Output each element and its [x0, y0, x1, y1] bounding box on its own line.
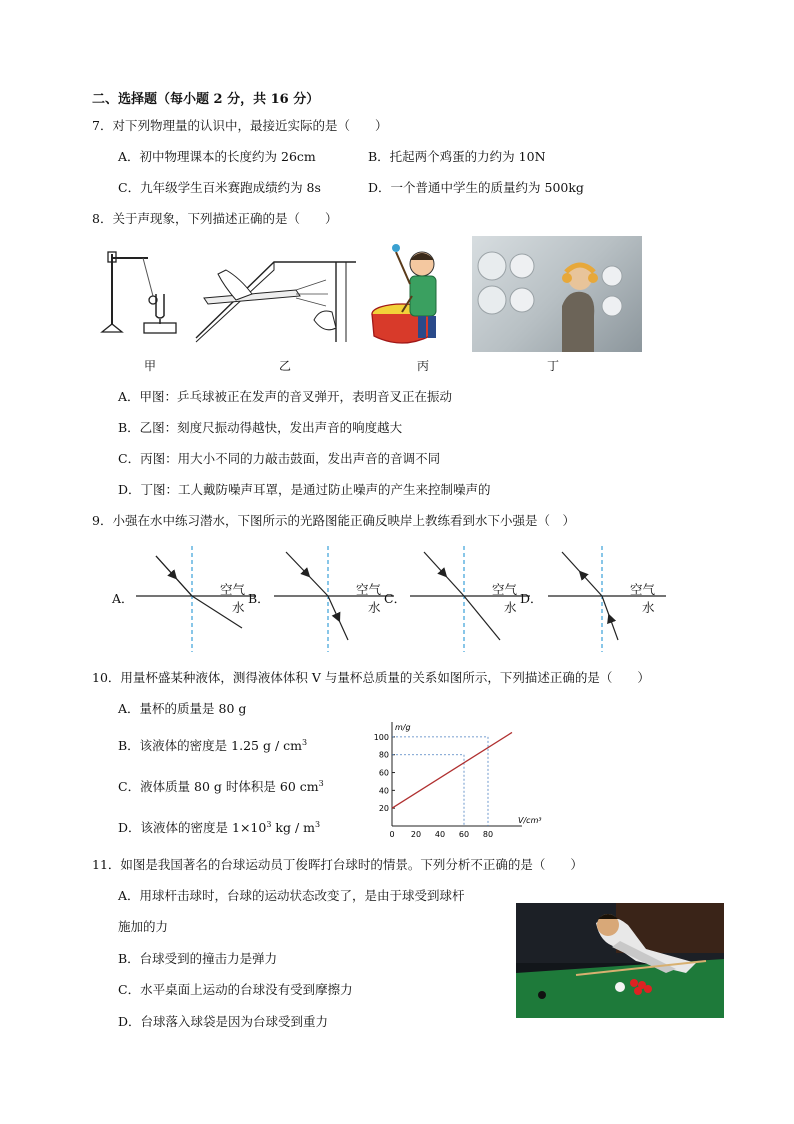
water-label-d: 水 — [642, 600, 655, 615]
q11-option-a-cont: 施加的力 — [118, 919, 169, 934]
q10-option-b[interactable] — [118, 736, 307, 754]
air-label-b: 空气 — [356, 582, 382, 597]
q10-option-a[interactable]: A．量杯的质量是 80 g — [118, 701, 247, 716]
x-tick-label: 80 — [482, 830, 494, 839]
mass-volume-chart — [366, 722, 542, 840]
x-axis-label: V/cm³ — [518, 816, 542, 825]
q10-option-d[interactable] — [118, 818, 320, 836]
x-tick-label: 20 — [410, 830, 422, 839]
y-tick-label: 40 — [378, 786, 389, 796]
q8-option-d[interactable]: D．丁图：工人戴防噪声耳罩，是通过防止噪声的产生来控制噪声的 — [118, 482, 491, 497]
drum-figure — [366, 236, 466, 350]
air-label-c: 空气 — [492, 582, 518, 597]
ruler-vibration-figure — [196, 250, 356, 342]
q11-option-c[interactable]: C．水平桌面上运动的台球没有受到摩擦力 — [118, 982, 353, 997]
ray-label-a[interactable]: A． — [112, 591, 134, 606]
snooker-player-photo — [516, 903, 724, 1018]
q8-stem: 8．关于声现象，下列描述正确的是（ ） — [92, 211, 338, 226]
q8-option-b[interactable]: B．乙图：刻度尺振动得越快，发出声音的响度越大 — [118, 420, 403, 435]
figure-caption-jia: 甲 — [144, 359, 157, 373]
x-tick-label: 0 — [389, 830, 395, 839]
q10-stem: 10．用量杯盛某种液体，测得液体体积 V 与量杯总质量的关系如图所示，下列描述正确的是（ ） — [92, 670, 650, 685]
q7-stem: 7．对下列物理量的认识中，最接近实际的是（ ） — [92, 118, 388, 133]
air-label-d: 空气 — [630, 582, 656, 597]
q11-stem: 11．如图是我国著名的台球运动员丁俊晖打台球时的情景。下列分析不正确的是（ ） — [92, 857, 583, 872]
q10-option-c-text: C．液体质量 80 g 时体积是 60 cm — [118, 779, 319, 794]
x-tick-label: 40 — [434, 830, 446, 839]
y-tick-label: 80 — [378, 750, 389, 760]
x-tick-label: 60 — [458, 830, 470, 839]
figure-caption-bing: 丙 — [417, 359, 430, 373]
q8-option-c[interactable]: C．丙图：用大小不同的力敲击鼓面，发出声音的音调不同 — [118, 451, 441, 466]
q7-option-b[interactable]: B．托起两个鸡蛋的力约为 10N — [368, 149, 546, 164]
y-tick-label: 60 — [378, 768, 389, 778]
section-title: 二、选择题（每小题 2 分，共 16 分） — [92, 92, 320, 107]
q10-option-c[interactable] — [118, 777, 324, 795]
q9-stem: 9．小强在水中练习潜水，下图所示的光路图能正确反映岸上教练看到水下小强是（ ） — [92, 513, 575, 528]
q10-option-d-text: D．该液体的密度是 1×10 — [118, 820, 267, 835]
water-label-a: 水 — [232, 600, 245, 615]
water-label-b: 水 — [368, 600, 381, 615]
data-series-line — [392, 732, 512, 808]
water-label-c: 水 — [504, 600, 517, 615]
q10-option-d-tail: kg / m — [271, 820, 315, 835]
q10-option-d-sup: 3 — [266, 819, 272, 829]
y-tick-label: 20 — [378, 804, 389, 814]
q7-option-d[interactable]: D．一个普通中学生的质量约为 500kg — [368, 180, 584, 195]
ray-diagrams — [106, 542, 666, 654]
q11-option-d[interactable]: D．台球落入球袋是因为台球受到重力 — [118, 1014, 329, 1029]
q10-option-d-sup2: 3 — [314, 819, 321, 829]
ray-label-b[interactable]: B． — [248, 591, 270, 606]
q11-option-b[interactable]: B．台球受到的撞击力是弹力 — [118, 951, 278, 966]
factory-worker-photo — [472, 236, 642, 352]
air-label-a: 空气 — [220, 582, 246, 597]
tuning-fork-figure — [98, 244, 188, 344]
q7-option-a[interactable]: A．初中物理课本的长度约为 26cm — [118, 149, 316, 164]
figure-caption-ding: 丁 — [547, 359, 560, 373]
q8-option-a[interactable]: A．甲图：乒乓球被正在发声的音叉弹开，表明音叉正在振动 — [118, 389, 453, 404]
q10-option-c-sup: 3 — [318, 778, 324, 788]
figure-caption-yi: 乙 — [279, 359, 292, 373]
q10-option-b-text: B．该液体的密度是 1.25 g / cm — [118, 738, 302, 753]
q7-option-c[interactable]: C．九年级学生百米赛跑成绩约为 8s — [118, 180, 321, 195]
y-axis-label: m/g — [395, 723, 411, 732]
q10-option-b-sup: 3 — [301, 737, 308, 747]
q11-option-a[interactable]: A．用球杆击球时，台球的运动状态改变了，是由于球受到球杆 — [118, 888, 465, 903]
ray-label-d[interactable]: D． — [520, 591, 543, 606]
y-tick-label: 100 — [373, 732, 389, 742]
ray-label-c[interactable]: C． — [384, 591, 407, 606]
